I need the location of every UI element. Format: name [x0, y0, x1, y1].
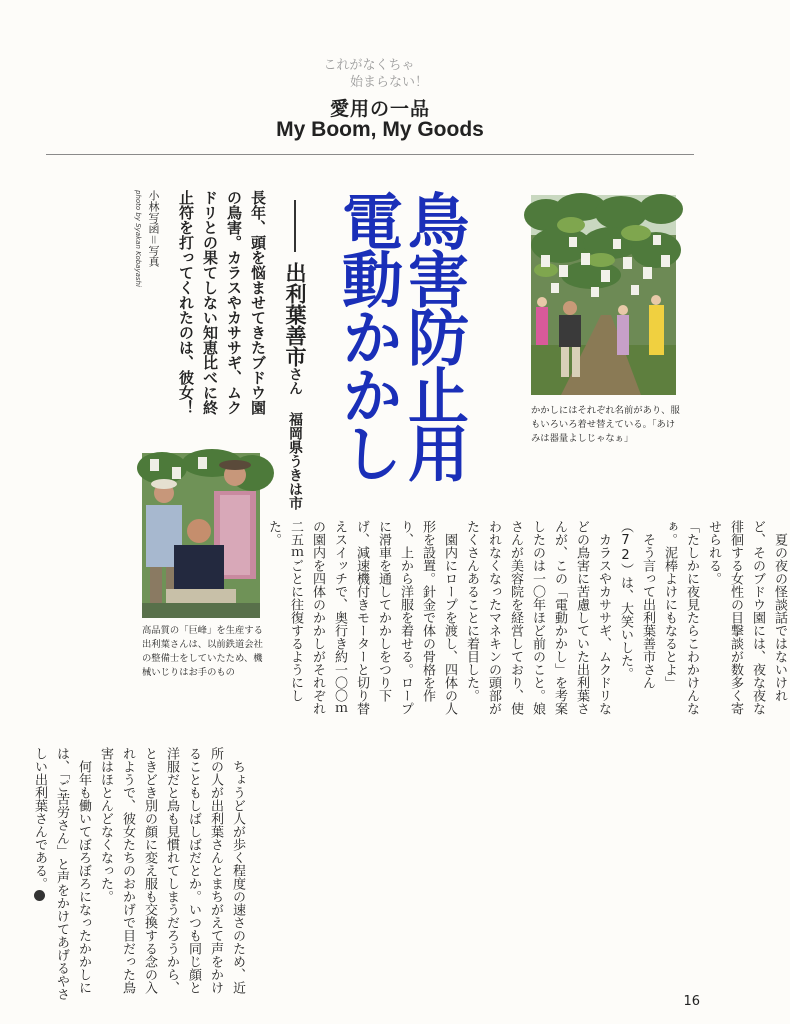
body-paragraph: 「たしかに夜見たらこわかけんなぁ。泥棒よけにもなるとよ」	[662, 520, 699, 715]
body-paragraph: そう言って出利葉善市さん（72）は、大笑いした。	[618, 520, 655, 689]
series-tagline-2: 始まらない！	[349, 75, 428, 90]
article-title-line-2: 電動かかし	[332, 190, 403, 480]
body-paragraph: 園内にロープを渡し、四体の人形を設置。針金で体の骨格を作り、上から洋服を着せる。ロープに滑車を通してかかしをつり下げ、減速機付きモーターと切り替えスイッチで、奥行き約一〇〇ｍの園内を四体のかかしがそれぞれ二五ｍごとに往復するようにした。	[266, 520, 457, 715]
vineyard-scarecrow-photo	[531, 195, 676, 395]
photo-credit: 小林写函＝写真	[147, 190, 160, 267]
byline-dash	[294, 200, 296, 252]
byline	[284, 262, 306, 395]
header-divider	[46, 154, 694, 155]
byline-honorific: さん	[287, 367, 303, 395]
body-paragraph	[28, 747, 94, 1005]
body-text-lower	[28, 747, 248, 1005]
farmer-portrait-photo	[142, 453, 260, 618]
byline-location: 福岡県うきは市	[287, 412, 303, 510]
body-text-upper	[262, 520, 790, 725]
end-mark-icon	[34, 890, 45, 901]
body-paragraph: 夏の夜の怪談話ではないけれど、そのブドウ園には、夜な夜な徘徊する女性の目撃談が数多く寄せられる。	[706, 520, 787, 715]
series-title-ja: 愛用の一品	[329, 98, 430, 120]
photo-1-caption: かかしにはそれぞれ名前があり、服もいろいろ着せ替えている。「あけみは器量よしじゃなぁ」	[531, 405, 680, 444]
body-paragraph: カラスやカササギ、ムクドリなどの鳥害に苦慮していた出利葉さんが、この「電動かかし」を考案したのは一〇年ほど前のこと。娘さんが美容院を経営しており、使われなくなったマネキンの頭部がたくさんあることに着目した。	[464, 520, 611, 715]
lead-text: 長年、頭を悩ませてきたブドウ園の鳥害。カラスやカササギ、ムクドリとの果てしない知恵比べに終止符を打ってくれたのは、彼女！	[177, 190, 267, 415]
series-title-en: My Boom, My Goods	[276, 118, 484, 141]
article-title-line-1: 鳥害防止用	[398, 190, 469, 480]
body-paragraph: ちょうど人が歩く程度の速さのため、近所の人が出利葉さんとまちがえて声をかけることもしばしばだとか。いつも同じ顔と洋服だと鳥も見慣れてしまうだろうから、ときどき別の顔に変え服も交換する念の入れようで、彼女たちのおかげで目だった鳥害はほとんどなくなった。	[98, 747, 245, 994]
page-number: 16	[683, 994, 700, 1009]
photo-credit-en: photo by Syakan Kobayashi	[134, 190, 142, 287]
body-closing-text: 何年も働いてぼろぼろになったかかしには、「ご苦労さん」と声をかけてあげるやさしい出利葉さんである。	[32, 747, 91, 1001]
photo-2-caption: 高品質の「巨峰」を生産する出利葉さんは、以前鉄道会社の整備士をしていたため、機械いじりはお手のもの	[142, 625, 263, 678]
byline-name: 出利葉善市	[283, 262, 307, 367]
series-tagline-1: これがなくちゃ	[323, 58, 415, 73]
